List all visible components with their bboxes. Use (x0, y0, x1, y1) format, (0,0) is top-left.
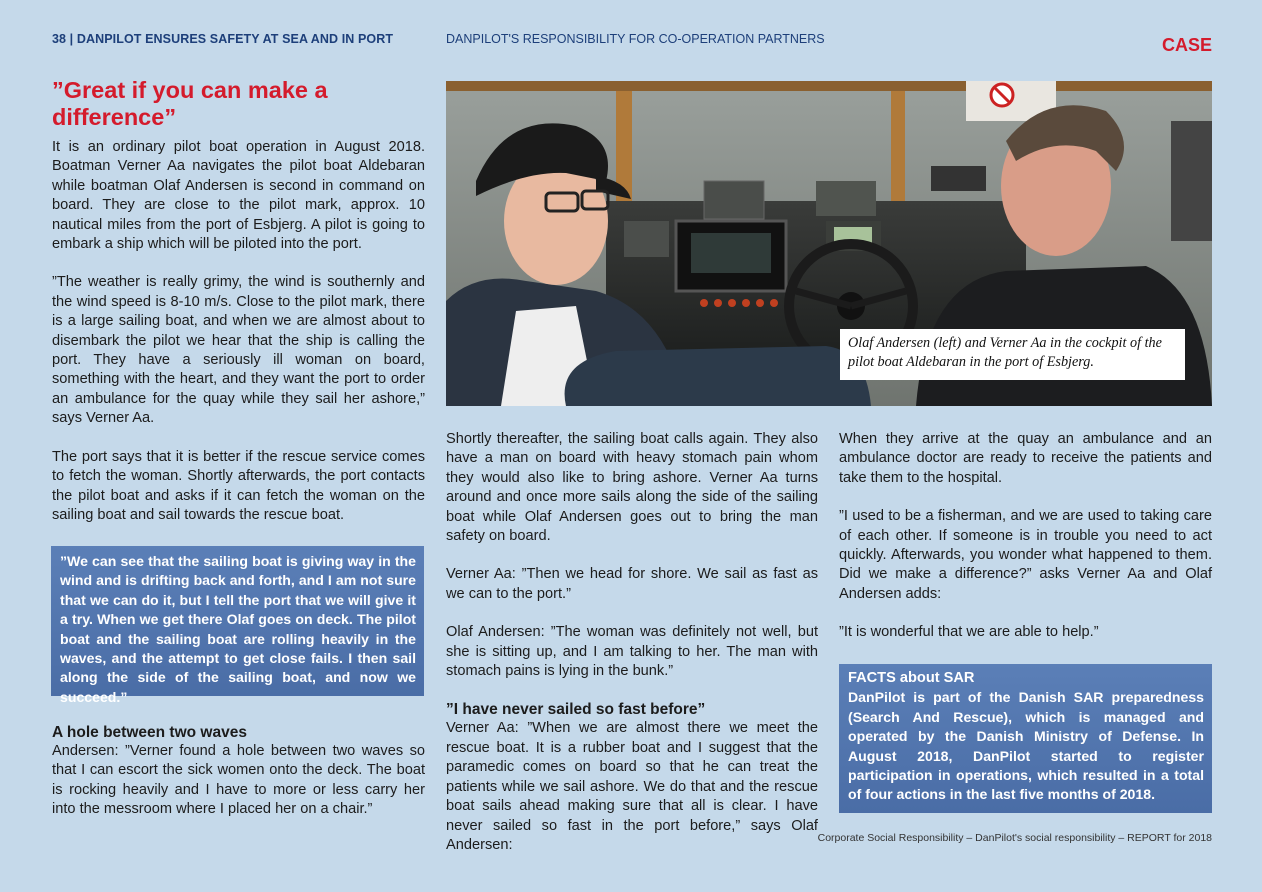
article-paragraph: Shortly thereafter, the sailing boat calls again. They also have a man on board with heavy stomach pain whom they would also like to bring ashore. Verner Aa turns around and once more sails along the side of the sailing boat while Olaf Andersen goes out to bring the man safety on board. (446, 431, 818, 545)
article-paragraph: Andersen: ”Verner found a hole between two waves so that I can escort the sick women onto the deck. The boat is rocking heavily and I have to more or less carry her into the messroom where I placed her on a chair.” (52, 743, 425, 818)
pull-quote-text: ”We can see that the sailing boat is giving way in the wind and is drifting back and forth, and I am not sure that we can do it, but I tell the port that we will give it a try. When we get there Olaf goes on deck. The pilot boat and the sailing boat are rolling heavily in the waves, and the attempt to get close fails. I then sail along the side of the sailing boat, and now we succeed.” (60, 553, 416, 705)
article-paragraph: It is an ordinary pilot boat operation in August 2018. Boatman Verner Aa navigates the pilot boat Aldebaran while boatman Olaf Andersen is second in command on board. They are close to the pilot mark, approx. 10 nautical miles from the port of Esbjerg. A pilot is going to embark a ship which will be piloted into the port. (52, 139, 425, 253)
article-column-1 (52, 77, 425, 544)
case-label: CASE (1161, 35, 1212, 55)
article-paragraph: The port says that it is better if the rescue service comes to fetch the woman. Shortly afterwards, the port contacts the pilot boat and asks if it can fetch the woman on the sailing boat and sail towards the rescue boat. (52, 448, 425, 523)
page-section-header: 38 | DANPILOT ENSURES SAFETY AT SEA AND IN PORT (52, 32, 394, 46)
article-paragraph: ”The weather is really grimy, the wind is southernly and the wind speed is 8-10 m/s. Close to the pilot mark, there is a large sailing boat, and when we are almost about to disembark the pilot we hear that the ship is calling the port. They have a seriously ill woman on board, something with the heart, and they want the port to order an ambulance for the quay while they sail her ashore,” says Verner Aa. (52, 274, 425, 427)
facts-body: DanPilot is part of the Danish SAR preparedness (Search And Rescue), which is managed and operated by the Danish Ministry of Defense. In August 2018, DanPilot started to register participation in operations, which resulted in a total of four actions in the last five months of 2018. (848, 689, 1204, 803)
pull-quote-box (51, 546, 424, 705)
article-paragraph: Olaf Andersen: ”The woman was definitely not well, but she is sitting up, and I am talking to her. The man with stomach pains is lying in the bunk.” (446, 624, 818, 680)
chapter-title: DANPILOT'S RESPONSIBILITY FOR CO-OPERATION PARTNERS (446, 32, 825, 46)
hole-section (52, 723, 425, 820)
subheading-fast: ”I have never sailed so fast before” (446, 701, 706, 719)
article-paragraph: ”It is wonderful that we are able to help.” (839, 624, 1099, 641)
article-paragraph: Verner Aa: ”When we are almost there we meet the rescue boat. It is a rubber boat and I suggest that the paramedic comes on board so that he can treat the patients while we sail ashore. We do that and the rescue boat sails ahead making sure that all is clear. I have never sailed so fast in the port before,” says Olaf Andersen: (446, 720, 818, 853)
subheading-hole: A hole between two waves (52, 724, 247, 741)
photo-caption: Olaf Andersen (left) and Verner Aa in the cockpit of the pilot boat Aldebaran in the port of Esbjerg. (840, 329, 1185, 380)
article-column-2 (446, 430, 818, 874)
page-footer: Corporate Social Responsibility – DanPilot's social responsibility – REPORT for 2018 (817, 832, 1212, 844)
article-paragraph: ”I used to be a fisherman, and we are used to taking care of each other. If someone is in trouble you need to act quickly. Afterwards, you wonder what happened to them. Did we make a difference?” asks Verner Aa and Olaf Andersen adds: (839, 508, 1212, 602)
facts-box (839, 664, 1212, 813)
article-paragraph: When they arrive at the quay an ambulance and an ambulance doctor are ready to receive the patients and take them to the hospital. (839, 431, 1212, 486)
article-paragraph: Verner Aa: ”Then we head for shore. We sail as fast as we can to the port.” (446, 566, 818, 602)
article-headline: ”Great if you can make a difference” (52, 77, 328, 130)
facts-title: FACTS about SAR (848, 670, 975, 686)
article-column-3 (839, 430, 1212, 662)
